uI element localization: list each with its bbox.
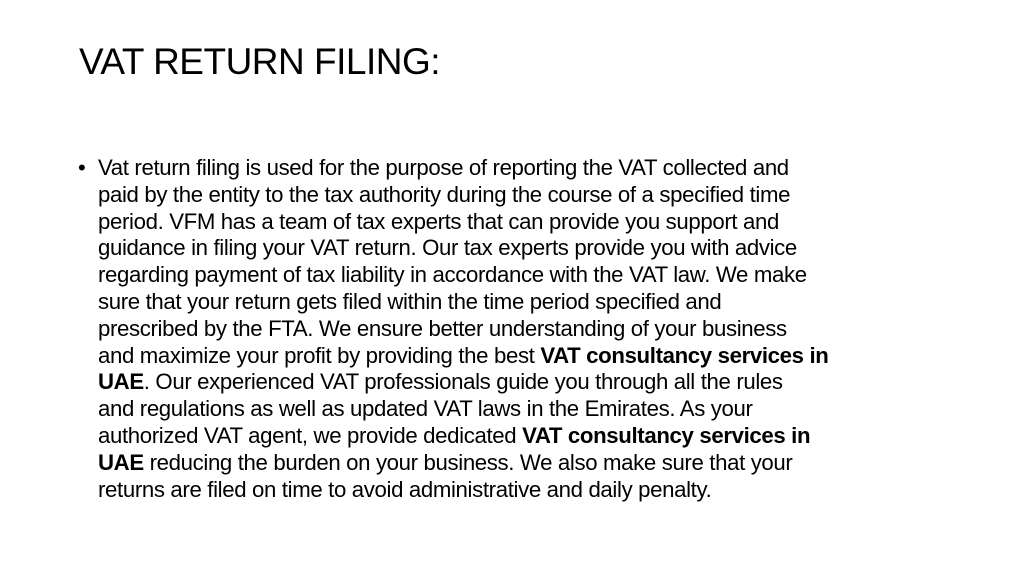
keyword-highlight: UAE [98,449,144,475]
text-line [98,155,828,182]
text-line [98,209,828,236]
text-run: . Our experienced VAT professionals guide you through all the rules [143,369,783,395]
text-run: and regulations as well as updated VAT laws in the Emirates. As your [98,396,753,422]
text-line [98,289,828,316]
slide-title: VAT RETURN FILING: [79,41,441,82]
text-run: guidance in filing your VAT return. Our tax experts provide you with advice [98,235,797,261]
text-line [98,369,828,396]
text-run: Vat return filing is used for the purpose of reporting the VAT collected and [98,155,789,180]
keyword-highlight: UAE [98,369,144,395]
text-run: sure that your return gets filed within the time period specified and [98,288,722,314]
text-line [98,316,828,343]
bullet-icon: • [78,155,86,180]
text-line [98,235,828,262]
text-run: returns are filed on time to avoid administrative and daily penalty. [98,476,712,502]
bullet-text [98,155,828,503]
text-run: authorized VAT agent, we provide dedicated [98,422,523,448]
text-line [98,477,828,504]
text-run: regarding payment of tax liability in accordance with the VAT law. We make [98,262,807,288]
text-run: reducing the burden on your business. We also make sure that your [143,449,793,475]
text-line [98,450,828,477]
text-line [98,262,828,289]
text-run: paid by the entity to the tax authority during the course of a specified time [98,181,791,207]
text-run: period. VFM has a team of tax experts that can provide you support and [98,208,779,234]
text-line [98,182,828,209]
text-run: and maximize your profit by providing the best [98,342,541,368]
text-line [98,423,828,450]
text-line [98,396,828,423]
keyword-highlight: VAT consultancy services in [540,342,829,368]
text-line [98,343,828,370]
text-run: prescribed by the FTA. We ensure better understanding of your business [98,315,787,341]
keyword-highlight: VAT consultancy services in [522,422,811,448]
